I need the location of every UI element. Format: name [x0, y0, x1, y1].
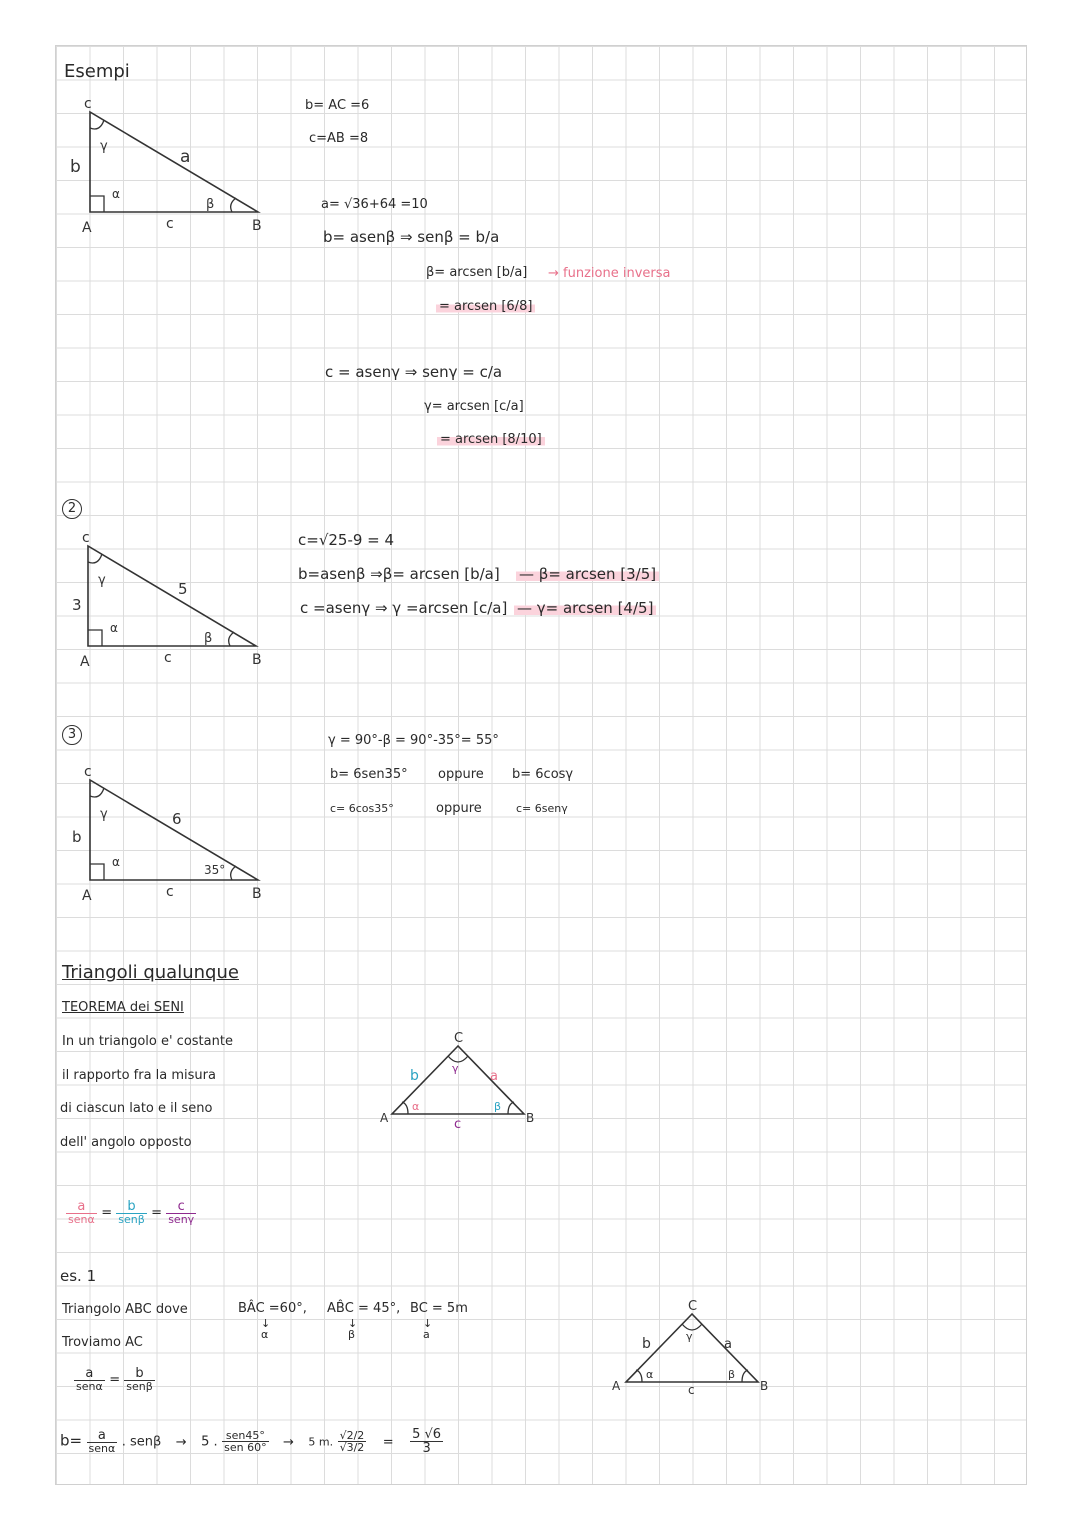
eq-c-sqrt: c=√25-9 = 4: [298, 531, 395, 549]
side-b-label: 3: [72, 596, 82, 614]
subheading-teorema-seni: TEOREMA dei SENI: [62, 1000, 184, 1015]
side-a-label: 6: [172, 810, 182, 828]
theorem-line-3: di ciascun lato e il seno: [60, 1101, 213, 1116]
arrow-alpha: ↓ α: [261, 1317, 271, 1341]
section-2-number: [62, 499, 82, 519]
ex-line-1a: Triangolo ABC dove: [62, 1302, 188, 1317]
arrow-beta: ↓ β: [348, 1317, 358, 1341]
beta-label: β: [206, 197, 215, 212]
oppure-1: oppure: [438, 767, 484, 782]
vertex-a-label: A: [82, 888, 92, 904]
vertex-c-label: C: [688, 1299, 698, 1314]
side-a-label: a: [724, 1337, 732, 1352]
section-title-esempi: Esempi: [64, 61, 130, 82]
side-b-label: b: [72, 828, 82, 846]
eq-gamma-result: [514, 601, 656, 616]
side-b-label: b: [70, 157, 81, 177]
vertex-c-label: c: [84, 96, 92, 112]
frac-sen45-sen60: $\frac{\text{sen45°}}{\text{sen 60°}}$: [224, 1429, 267, 1454]
vertex-b-label: B: [526, 1111, 535, 1125]
oppure-2: oppure: [436, 801, 482, 816]
side-a-label: 5: [178, 580, 188, 598]
gamma-label: γ: [100, 139, 108, 154]
eq-arcsen-6-8: [436, 300, 535, 313]
eq-beta-arcsen: β= arcsen [b/a]: [426, 265, 528, 280]
vertex-c-label: c: [82, 530, 90, 546]
vertex-b-label: B: [252, 886, 262, 902]
gamma-label: γ: [452, 1062, 459, 1075]
ex-line-2: Troviamo AC: [62, 1335, 143, 1350]
theorem-line-2: il rapporto fra la misura: [62, 1068, 216, 1083]
alpha-label: α: [110, 621, 118, 635]
eq-b-asenb: b= asenβ ⇒ senβ = b/a: [323, 228, 500, 246]
frac-a-sena: $\frac{a}{\text{senα}}$: [68, 1199, 95, 1226]
beta-label: 35°: [204, 863, 226, 877]
frac-b-senb: $\frac{b}{\text{senβ}}$: [118, 1199, 145, 1226]
eq-gamma-result-text: — γ= arcsen [4/5]: [514, 599, 656, 617]
eq-gamma-arcsen: γ= arcsen [c/a]: [424, 399, 524, 414]
side-a-label: a: [490, 1069, 498, 1084]
theorem-line-1: In un triangolo e' costante: [62, 1034, 233, 1049]
eq-c-asengamma: c = asenγ ⇒ senγ = c/a: [325, 363, 503, 381]
alpha-label: α: [112, 855, 120, 869]
side-b-label: b: [410, 1068, 419, 1084]
triangle-1: [60, 92, 280, 242]
note-funzione-inversa: → funzione inversa: [548, 266, 671, 281]
vertex-c-label: c: [84, 764, 92, 780]
example-title: es. 1: [60, 1267, 97, 1285]
alpha-label: α: [112, 187, 120, 201]
ex-angle-abc: AB̂C = 45°,: [327, 1301, 401, 1316]
eq-b-ac: b= AC =6: [305, 98, 370, 113]
heading-triangoli-qualunque: Triangoli qualunque: [62, 962, 239, 983]
frac-a-sena-2: $\frac{a}{\text{senα}}$: [76, 1366, 103, 1393]
eq-b-6cosg: b= 6cosγ: [512, 767, 574, 782]
side-b-label: b: [642, 1336, 651, 1352]
triangle-4: [378, 1028, 558, 1138]
vertex-c-label: C: [454, 1031, 464, 1046]
frac-a-sena-3: $\frac{a}{\text{senα}}$: [88, 1428, 116, 1455]
circle-3: 3: [62, 725, 82, 745]
eq-c-asengamma-2: c =asenγ ⇒ γ =arcsen [c/a]: [300, 599, 508, 617]
alpha-label: α: [646, 1368, 654, 1381]
vertex-a-label: A: [82, 220, 92, 236]
side-a-label: a: [180, 147, 191, 167]
eq-c-6seng: c= 6senγ: [516, 802, 568, 815]
eq-gamma-90: γ = 90°-β = 90°-35°= 55°: [328, 733, 499, 748]
vertex-a-label: A: [80, 654, 90, 670]
eq-c-ab: c=AB =8: [309, 131, 369, 146]
triangle-3: [60, 762, 280, 912]
beta-label: β: [204, 631, 213, 646]
side-c-label: c: [164, 650, 172, 666]
frac-result: $\frac{5 √6}{3}$: [412, 1427, 442, 1456]
beta-label: β: [728, 1368, 736, 1381]
alpha-label: α: [412, 1100, 420, 1113]
frac-c-senc: $\frac{c}{\text{senγ}}$: [168, 1199, 195, 1226]
frac-b-senb-2: $\frac{b}{\text{senβ}}$: [126, 1366, 153, 1393]
gamma-label: γ: [98, 573, 106, 588]
triangle-2: [60, 528, 280, 678]
eq-b-asenb-2: b=asenβ ⇒β= arcsen [b/a]: [298, 565, 500, 583]
eq-b-6sen35: b= 6sen35°: [330, 767, 408, 782]
vertex-b-label: B: [252, 218, 262, 234]
triangle-5: [608, 1296, 788, 1406]
eq-arcsen-8-10: [437, 433, 545, 446]
proportion-formula: $\frac{a}{\text{senα}}$ = $\frac{b}{\text{senβ}}$: [76, 1366, 153, 1393]
eq-a-sqrt: a= √36+64 =10: [321, 197, 428, 212]
eq-arcsen-6-8-text: = arcsen [6/8]: [436, 299, 535, 314]
eq-beta-result-text: — β= arcsen [3/5]: [516, 565, 659, 583]
theorem-line-4: dell' angolo opposto: [60, 1135, 192, 1150]
final-computation: b= $\frac{a}{\text{senα}}$ . senβ → 5 . $\frac{\text{sen45°}}{\text{sen 60°}}$ → 5 m. $\frac{√2/2}{√3/2}$ = $\frac{5 √6}{3}$: [60, 1427, 442, 1456]
vertex-a-label: A: [380, 1111, 389, 1125]
gamma-label: γ: [100, 807, 108, 822]
section-3-number: [62, 725, 82, 745]
arrow-a: ↓ a: [423, 1317, 433, 1341]
eq-arcsen-8-10-text: = arcsen [8/10]: [437, 432, 545, 447]
ex-side-bc: BC = 5m: [410, 1301, 468, 1316]
side-c-label: c: [454, 1117, 462, 1132]
frac-root2-root3: $\frac{√2/2}{√3/2}$: [339, 1429, 365, 1454]
law-of-sines-formula: $\frac{a}{\text{senα}}$ = $\frac{b}{\text{senβ}}$ = $\frac{c}{\text{senγ}}$: [68, 1199, 195, 1226]
ex-angle-bac: BÂC =60°,: [238, 1301, 307, 1316]
gamma-label: γ: [686, 1330, 693, 1343]
side-c-label: c: [166, 216, 174, 232]
eq-beta-result: [516, 567, 659, 582]
beta-label: β: [494, 1100, 502, 1113]
side-c-label: c: [688, 1383, 695, 1397]
eq-c-6cos35: c= 6cos35°: [330, 802, 394, 815]
vertex-a-label: A: [612, 1379, 621, 1393]
circle-2: 2: [62, 499, 82, 519]
side-c-label: c: [166, 884, 174, 900]
vertex-b-label: B: [252, 652, 262, 668]
vertex-b-label: B: [760, 1379, 769, 1393]
